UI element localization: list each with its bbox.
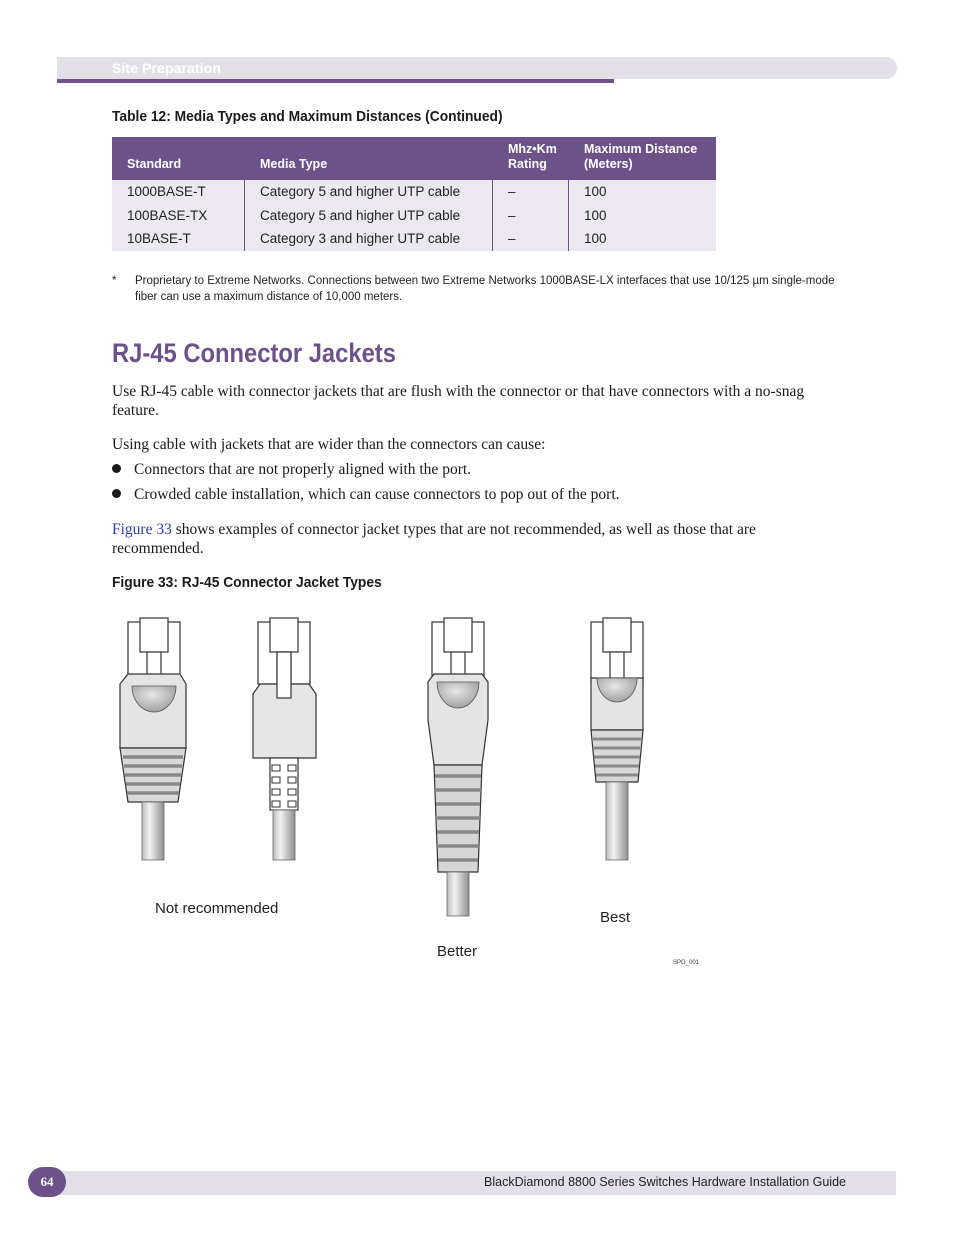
connector-better [428,618,488,916]
cell-rating: – [493,180,569,204]
col-header-rating: Mhz•Km Rating [493,137,569,180]
connector-not-recommended-2 [253,618,316,860]
cell-media-type: Category 3 and higher UTP cable [245,227,493,251]
figure-title: Figure 33: RJ-45 Connector Jacket Types [112,574,382,591]
table-footnote [112,273,842,305]
bullet-item [112,460,471,479]
header-rule [57,79,614,83]
col-header-media-type: Media Type [245,137,493,180]
bullet-text: Crowded cable installation, which can cause connectors to pop out of the port. [134,486,620,503]
connector-best [591,618,643,860]
page-number: 64 [28,1167,66,1197]
figure-code: SPG_001 [673,960,700,966]
col-header-standard: Standard [112,137,245,180]
cell-standard: 1000BASE-T [112,180,245,204]
label-better: Better [437,943,478,960]
causes-paragraph: Using cable with jackets that are wider than the connectors can cause: [112,436,546,453]
bullet-dot [112,489,121,498]
cell-media-type: Category 5 and higher UTP cable [245,204,493,228]
cell-rating: – [493,204,569,228]
table-row [112,204,716,228]
footnote-text: Proprietary to Extreme Networks. Connections between two Extreme Networks 1000BASE-LX interfaces that use 10/125 µm single-mode fiber can use a maximum distance of 10,000 meters. [135,275,835,303]
footer-title: BlackDiamond 8800 Series Switches Hardware Installation Guide [484,1175,846,1189]
figure-reference-text: shows examples of connector jacket types that are not recommended, as well as those that are recommended. [112,521,756,557]
cell-standard: 10BASE-T [112,227,245,251]
label-not-recommended: Not recommended [155,900,279,917]
table-row [112,180,716,204]
connector-not-recommended-1 [120,618,186,860]
table-row [112,227,716,251]
footnote-mark: * [112,275,117,287]
bullet-item [112,485,620,504]
figure-33-link[interactable]: Figure 33 [112,521,172,538]
bullet-text: Connectors that are not properly aligned with the port. [134,461,472,478]
figure-reference-paragraph [112,520,842,558]
cell-rating: – [493,227,569,251]
intro-paragraph: Use RJ-45 cable with connector jackets that are flush with the connector or that have connectors with a no-snag feature. [112,383,805,419]
table-title: Table 12: Media Types and Maximum Distances (Continued) [112,108,503,125]
connector-jacket-figure [100,610,720,930]
cell-distance: 100 [569,227,717,251]
cell-distance: 100 [569,204,717,228]
cell-standard: 100BASE-TX [112,204,245,228]
bullet-dot [112,464,121,473]
section-title: RJ-45 Connector Jackets [112,338,396,368]
media-table [112,137,716,251]
table-header-row [112,137,716,180]
running-header: Site Preparation [112,60,221,76]
col-header-max-distance: Maximum Distance (Meters) [569,137,717,180]
label-best: Best [600,909,631,926]
cell-media-type: Category 5 and higher UTP cable [245,180,493,204]
cell-distance: 100 [569,180,717,204]
